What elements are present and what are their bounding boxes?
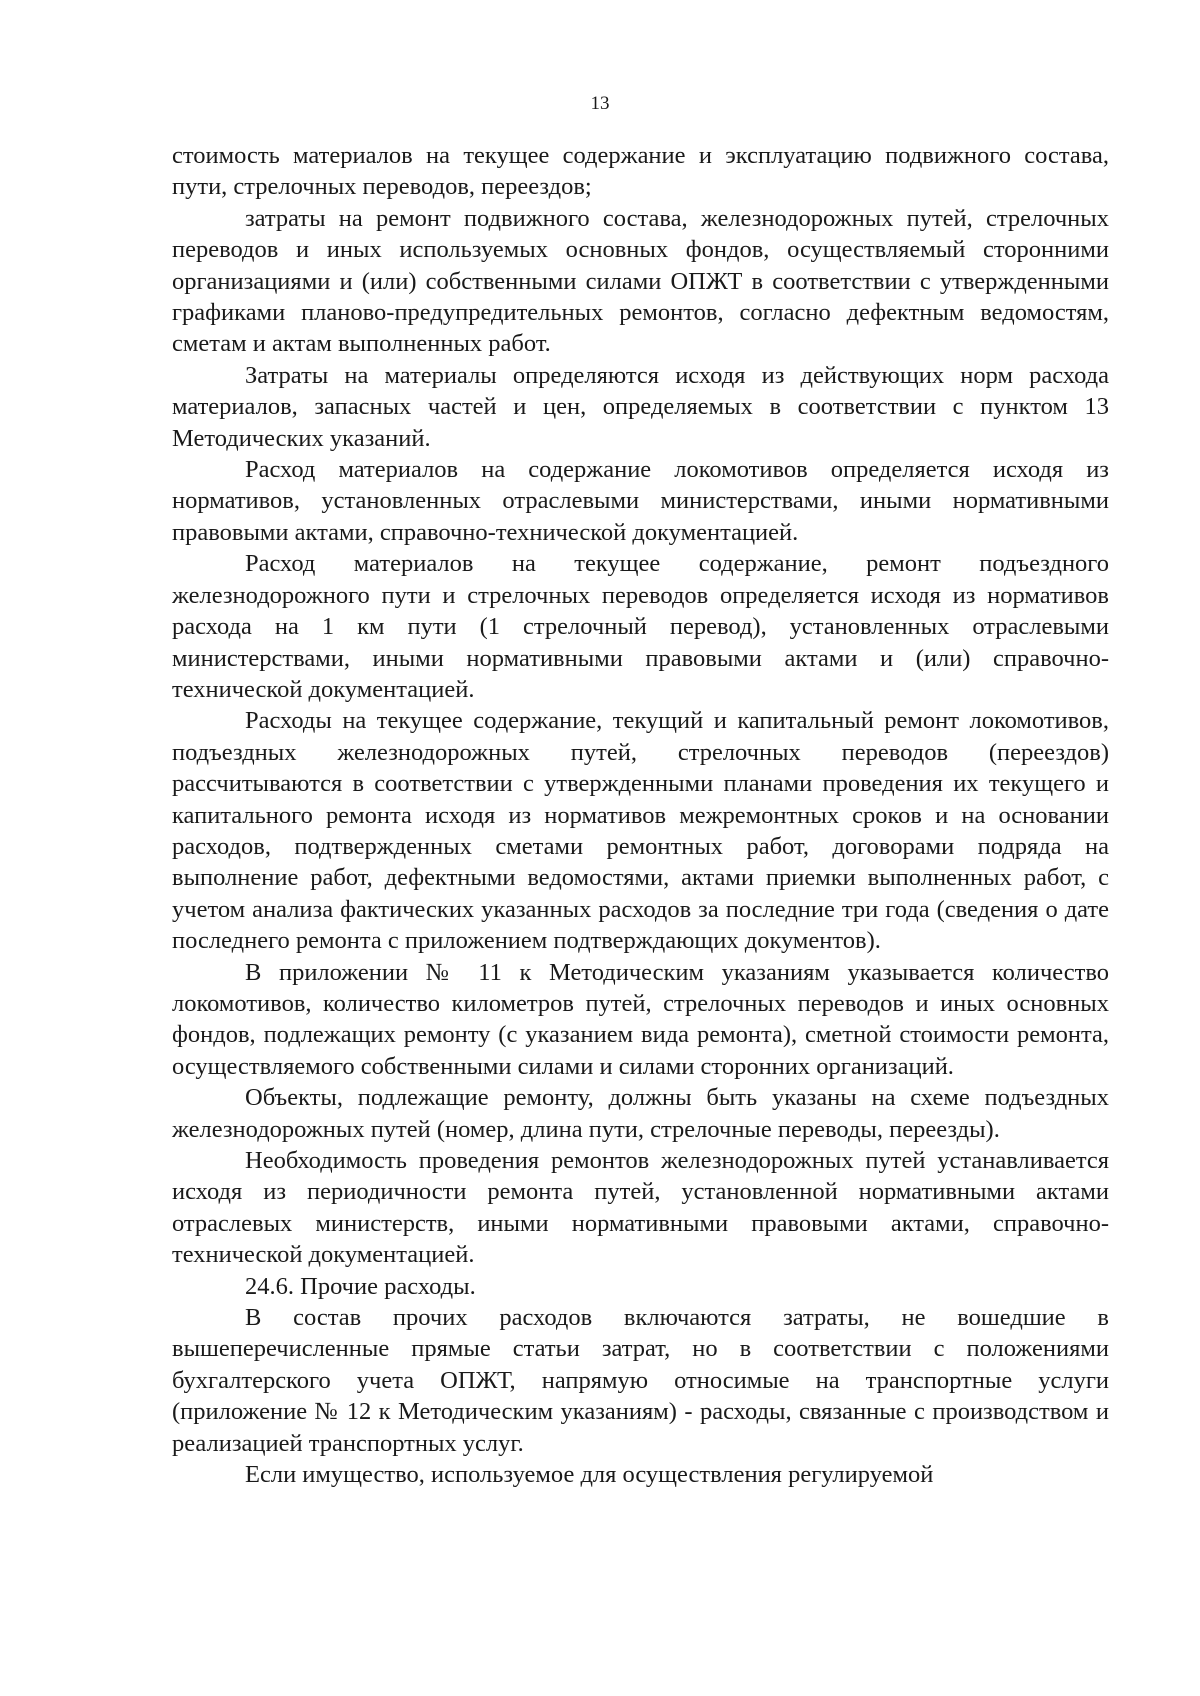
paragraph-track-materials: Расход материалов на текущее содержание, ремонт подъездного железнодорожного пути и стрелочных переводов определяется исходя из нормативов расхода на 1 км пути (1 стрелочный перевод), установленных отраслевыми министерствами, иными нормативными правовыми актами и (или) справочно-технической документацией. <box>172 550 1109 703</box>
paragraph-appendix-11: В приложении № 11 к Методическим указаниям указывается количество локомотивов, количество километров путей, стрелочных переводов и иных основных фондов, подлежащих ремонту (с указанием вида ремонта), сметной стоимости ремонта, осуществляемого собственными силами и силами сторонних организаций. <box>172 958 1109 1080</box>
paragraph-repair-necessity: Необходимость проведения ремонтов железнодорожных путей устанавливается исходя из периодичности ремонта путей, установленной нормативными актами отраслевых министерств, иными нормативными правовыми актами, справочно-технической документацией. <box>172 1147 1109 1269</box>
paragraph-locomotive-materials: Расход материалов на содержание локомотивов определяется исходя из нормативов, установленных отраслевыми министерствами, иными нормативными правовыми актами, справочно-технической документацией. <box>172 456 1109 546</box>
paragraph-property-use: Если имущество, используемое для осуществления регулируемой <box>245 1461 934 1489</box>
paragraph-materials-norms: Затраты на материалы определяются исходя из действующих норм расхода материалов, запасных частей и цен, определяемых в соответствии с пунктом 13 Методических указаний. <box>172 361 1109 452</box>
paragraph-materials-cost: стоимость материалов на текущее содержание и эксплуатацию подвижного состава, пути, стрелочных переводов, переездов; <box>172 142 1109 201</box>
paragraph-repair-objects: Объекты, подлежащие ремонту, должны быть указаны на схеме подъездных железнодорожных путей (номер, длина пути, стрелочные переводы, переезды). <box>172 1084 1109 1143</box>
page-number: 13 <box>590 93 610 114</box>
paragraph-repair-costs: затраты на ремонт подвижного состава, железнодорожных путей, стрелочных переводов и иных используемых основных фондов, осуществляемый сторонними организациями и (или) собственными силами ОПЖТ в соответствии с утвержденными графиками планово-предупредительных ремонтов, согласно дефектным ведомостям, сметам и актам выполненных работ. <box>172 204 1109 358</box>
section-heading-other-expenses: 24.6. Прочие расходы. <box>245 1272 476 1300</box>
document-body <box>172 140 1109 1490</box>
paragraph-maintenance-expenses: Расходы на текущее содержание, текущий и капитальный ремонт локомотивов, подъездных железнодорожных путей, стрелочных переводов (переездов) рассчитываются в соответствии с утвержденными планами проведения их текущего и капитального ремонта исходя из нормативов межремонтных сроков и на основании расходов, подтвержденных сметами ремонтных работ, договорами подряда на выполнение работ, дефектными ведомостями, актами приемки выполненных работ, с учетом анализа фактических указанных расходов за последние три года (сведения о дате последнего ремонта с приложением подтверждающих документов). <box>172 707 1109 955</box>
paragraph-other-expenses: В состав прочих расходов включаются затраты, не вошедшие в вышеперечисленные прямые статьи затрат, но в соответствии с положениями бухгалтерского учета ОПЖТ, напрямую относимые на транспортные услуги (приложение № 12 к Методическим указаниям) - расходы, связанные с производством и реализацией транспортных услуг. <box>172 1304 1109 1457</box>
